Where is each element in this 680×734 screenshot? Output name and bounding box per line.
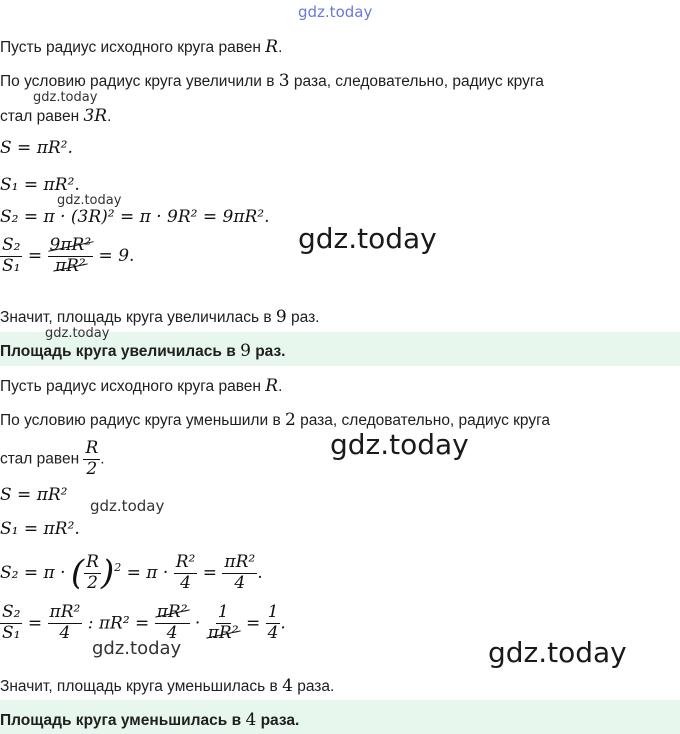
p1-conclusion: Значит, площадь круга увеличилась в 9 раз. — [0, 307, 320, 327]
p1-answer: Площадь круга увеличилась в 9 раз. — [0, 341, 286, 361]
p1-line-2-rest: раза, следовательно, радиус круга — [289, 73, 544, 90]
p1-eq-1: S = πR². — [0, 138, 73, 158]
p1-ratio: $\frac{\text{S₂}}{\text{S₁}}$ = $\frac{\text{9πR²}}{\text{πR²}}$ = 9. — [2, 235, 135, 276]
watermark-small-4: gdz.today — [90, 497, 165, 515]
p1-line-3-math: 3R — [83, 106, 108, 126]
watermark-small-2: gdz.today — [57, 193, 122, 208]
p1-ratio-lhs: $\frac{\text{S₂}}{\text{S₁}}$ — [2, 235, 21, 276]
p1-line-3-text: стал равен — [0, 108, 84, 125]
p1-line-1: Пусть радиус исходного круга равен R. — [0, 37, 283, 57]
p2-eq-3: S₂ = π · ( $\frac{R}{2}$ )$^2$ = π · $\frac{\text{R²}}{4}$ = $\frac{\text{πR²}}{4}$ . — [0, 551, 263, 593]
watermark-small-1: gdz.today — [33, 90, 98, 105]
p1-eq-2: S₁ = πR². — [0, 175, 80, 195]
watermark-large-1: gdz.today — [298, 222, 437, 255]
p1-ratio-fraction: $\frac{\text{9πR²}}{\text{πR²}}$ — [49, 235, 92, 276]
p1-line-2-num: 3 — [278, 71, 290, 91]
p2-line-3: стал равен $\frac{R}{2}$ . — [0, 438, 105, 479]
p1-line-1-text: Пусть радиус исходного круга равен — [0, 39, 266, 56]
p2-line-2: По условию радиус круга уменьшили в 2 раза, следовательно, радиус круга — [0, 410, 551, 430]
p1-line-3: стал равен 3R. — [0, 106, 112, 126]
p1-eq-3: S₂ = π · (3R)² = π · 9R² = 9πR². — [0, 207, 270, 227]
p2-eq-2: S₁ = πR². — [0, 519, 80, 539]
watermark-small-5: gdz.today — [92, 638, 182, 659]
p1-ratio-result: = 9. — [98, 245, 135, 266]
watermark-small-3: gdz.today — [45, 326, 110, 341]
p2-ratio: $\frac{\text{S₂}}{\text{S₁}}$ = $\frac{\text{πR²}}{4}$ : πR² = $\frac{\text{πR²}}{4}$ · $\frac{1}{\text{πR²}}$ = $\frac{1}{4}$ . — [2, 602, 286, 643]
p2-answer: Площадь круга уменьшилась в 4 раза. — [0, 710, 300, 730]
p2-conclusion: Значит, площадь круга уменьшилась в 4 раза. — [0, 676, 335, 696]
p1-line-1-math: R — [265, 37, 279, 57]
p2-line-3-frac: $\frac{R}{2}$ — [85, 438, 99, 479]
p1-line-2 — [0, 71, 544, 91]
watermark-top: gdz.today — [298, 3, 373, 21]
p2-line-1: Пусть радиус исходного круга равен R. — [0, 376, 283, 396]
p1-line-2-text: По условию радиус круга увеличили в — [0, 73, 279, 90]
watermark-large-3: gdz.today — [488, 636, 627, 669]
watermark-large-2: gdz.today — [330, 428, 469, 461]
p2-eq-1: S = πR² — [0, 485, 68, 505]
